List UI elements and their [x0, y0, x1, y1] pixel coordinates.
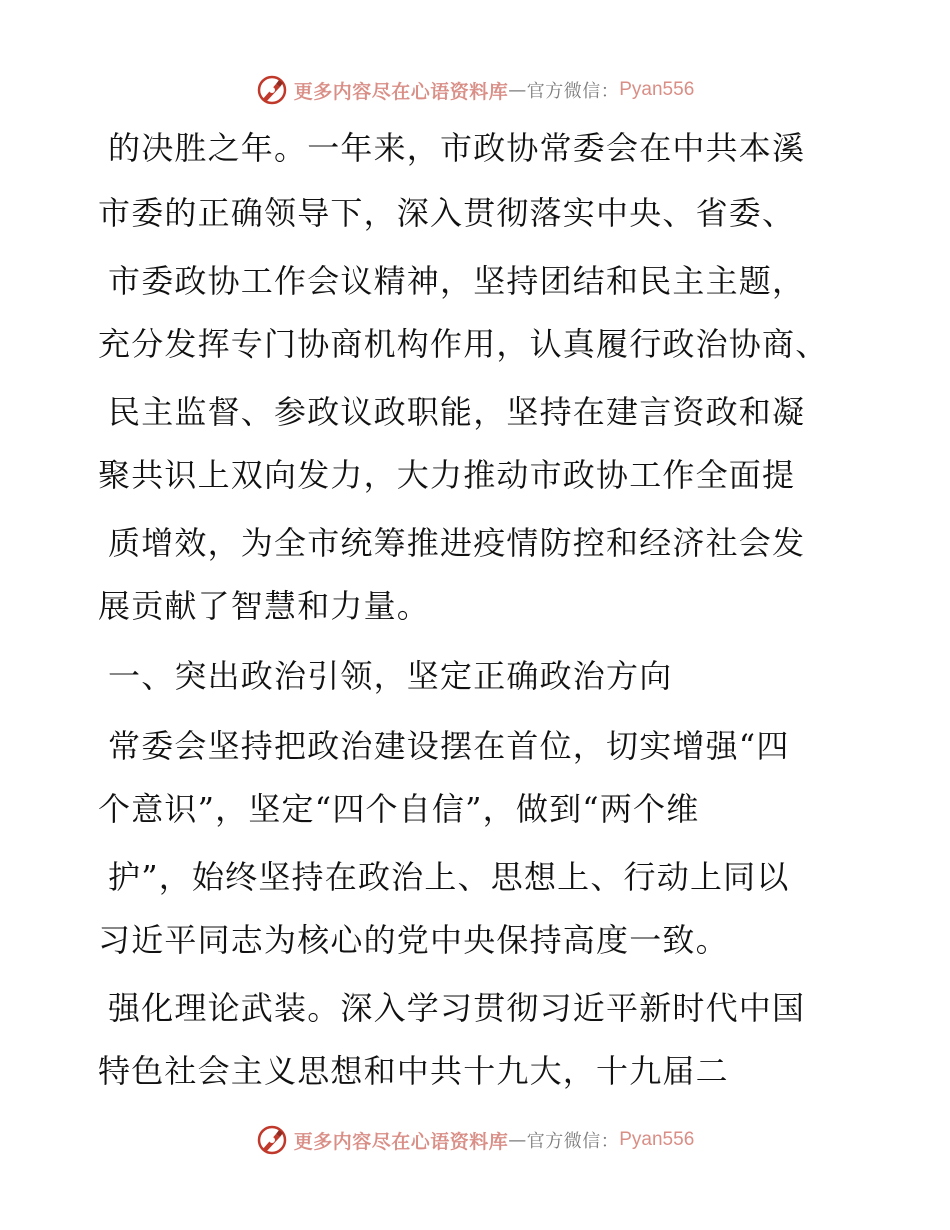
watermark-separator: — — [508, 1129, 527, 1151]
body-line-15: 特色社会主义思想和中共十九大，十九届二 — [98, 1052, 729, 1090]
body-line-8: 展贡献了智慧和力量。 — [98, 587, 431, 625]
body-line-6: 聚共识上双向发力，大力推动市政协工作全面提 — [98, 456, 796, 494]
watermark-label: 官方微信： — [526, 81, 620, 102]
body-line-13: 习近平同志为核心的党中央保持高度一致。 — [98, 921, 729, 959]
body-line-5: 民主监督、参政议政职能，坚持在建言资政和凝 — [108, 393, 806, 431]
body-line-11: 个意识”，坚定“四个自信”，做到“两个维 — [98, 790, 700, 828]
body-line-1: 的决胜之年。一年来，市政协常委会在中共本溪 — [108, 129, 806, 167]
section-heading: 一、突出政治引领，坚定正确政治方向 — [108, 657, 673, 695]
body-line-10: 常委会坚持把政治建设摆在首位，切实增强“四 — [108, 727, 790, 765]
watermark-text: 更多内容尽在心语资料库 — [293, 1130, 509, 1153]
watermark-header — [0, 70, 950, 110]
watermark-footer — [0, 1120, 950, 1160]
watermark-text: 更多内容尽在心语资料库 — [293, 80, 509, 103]
watermark-wechat-id: Pyan556 — [619, 79, 695, 100]
watermark-label: 官方微信： — [526, 1131, 620, 1152]
body-line-7: 质增效，为全市统筹推进疫情防控和经济社会发 — [108, 524, 806, 562]
body-line-4: 充分发挥专门协商机构作用，认真履行政治协商、 — [98, 325, 829, 363]
body-line-2: 市委的正确领导下，深入贯彻落实中央、省委、 — [98, 194, 796, 232]
body-line-14: 强化理论武装。深入学习贯彻习近平新时代中国 — [108, 989, 806, 1027]
pen-logo-icon — [256, 1124, 288, 1156]
body-line-3: 市委政协工作会议精神，坚持团结和民主主题， — [108, 262, 806, 300]
body-line-12: 护”，始终坚持在政治上、思想上、行动上同以 — [108, 858, 790, 896]
watermark-wechat-id: Pyan556 — [619, 1129, 695, 1150]
pen-logo-icon — [256, 74, 288, 106]
watermark-separator: — — [508, 79, 527, 101]
